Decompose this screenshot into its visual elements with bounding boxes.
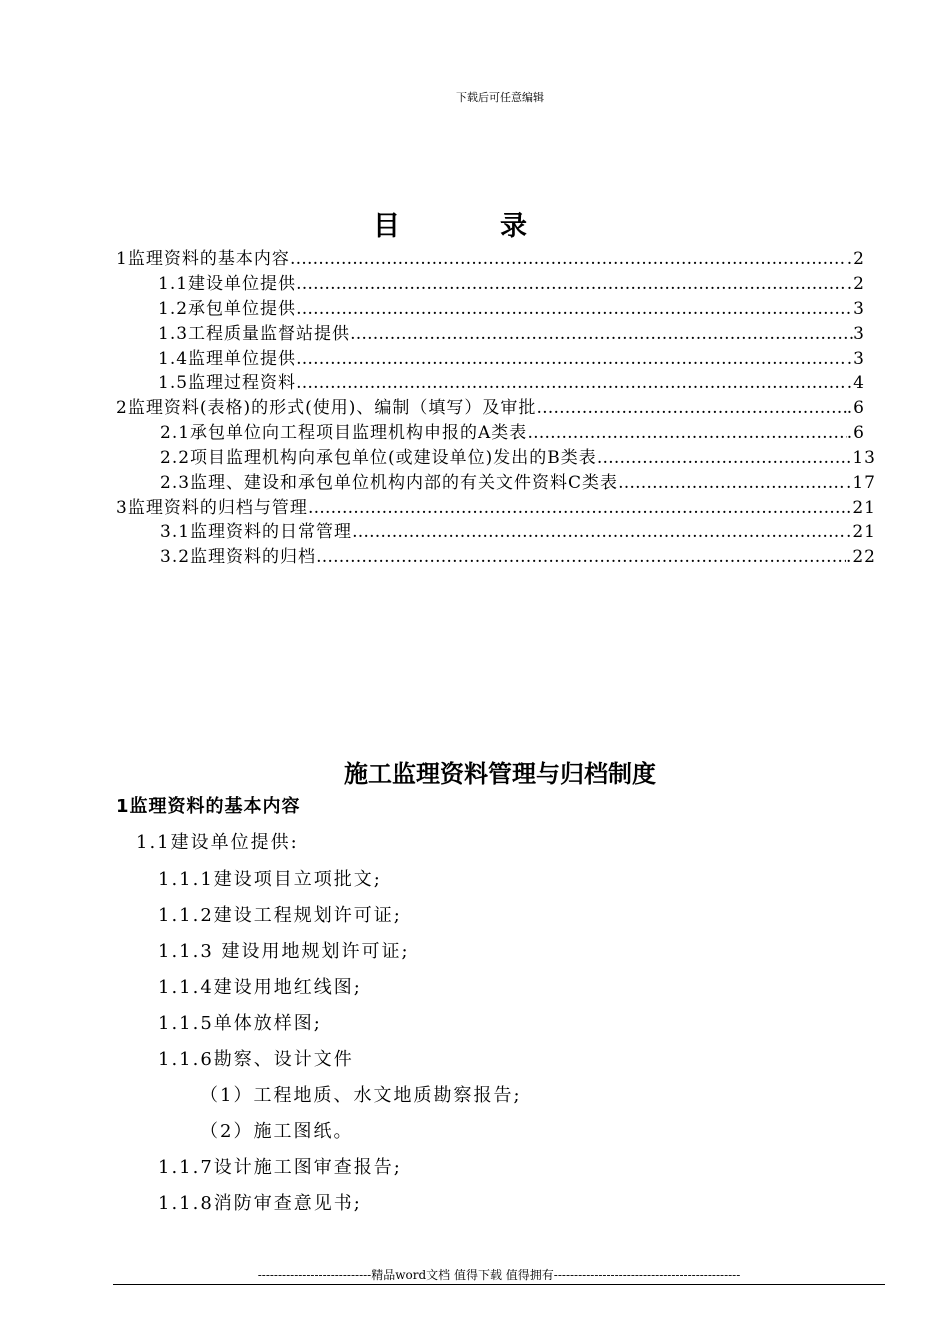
list-item: 1.1.6勘察、设计文件 (158, 1049, 354, 1070)
toc-entry[interactable] (158, 347, 865, 371)
toc-entry-page: .4 (846, 373, 865, 393)
toc-entry-page: 3 (853, 299, 865, 319)
toc-entry-text: 2.2项目监理机构向承包单位(或建设单位)发出的B类表 (160, 448, 597, 468)
toc-entry[interactable] (116, 496, 876, 520)
toc-entry-page: .3 (846, 349, 865, 369)
toc-entry-text: 1.4监理单位提供 (158, 349, 297, 369)
footer-text: ----------------------------精品word文档 值得下载 值得拥有---------------------------------------------- (257, 1268, 741, 1282)
toc-entry-page: .2 (846, 274, 865, 294)
toc-title: 目录 (373, 211, 627, 242)
toc-entry[interactable] (158, 371, 865, 395)
toc-leader-dots (296, 297, 853, 321)
section-heading: 1监理资料的基本内容 (116, 796, 301, 817)
list-item: 1.1.3 建设用地规划许可证; (158, 941, 410, 962)
list-item: 1.1.4建设用地红线图; (158, 977, 362, 998)
toc-leader-dots (352, 520, 846, 544)
toc-entry-text: 1.3工程质量监督站提供 (158, 324, 351, 344)
toc-entry-text: 3监理资料的归档与管理 (116, 498, 308, 518)
toc-leader-dots (296, 371, 847, 395)
toc-entry-text: 3.2监理资料的归档 (160, 547, 317, 567)
toc-entry-page: .6 (846, 423, 865, 443)
toc-entry[interactable] (160, 421, 865, 445)
toc-entry[interactable] (160, 520, 876, 544)
toc-entry-text: 2监理资料(表格)的形式(使用)、编制（填写）及审批 (116, 398, 537, 418)
toc-entry-text: 1监理资料的基本内容 (116, 249, 290, 269)
toc-entry-page: .22 (845, 547, 876, 567)
toc-entry-text: 2.3监理、建设和承包单位机构内部的有关文件资料C类表 (160, 473, 619, 493)
subsection-heading: 1.1建设单位提供: (136, 832, 299, 853)
list-item: 1.1.8消防审查意见书; (158, 1193, 362, 1214)
toc-entry-page: .17 (845, 473, 876, 493)
toc-entry[interactable] (158, 272, 865, 296)
toc-leader-dots (527, 421, 846, 445)
list-item: 1.1.7设计施工图审查报告; (158, 1157, 402, 1178)
toc-leader-dots (308, 496, 846, 520)
toc-entry-page: .2 (846, 249, 865, 269)
toc-entry-text: 2.1承包单位向工程项目监理机构申报的A类表 (160, 423, 528, 443)
toc-leader-dots (316, 545, 846, 569)
toc-entry-text: 1.1建设单位提供 (158, 274, 297, 294)
toc-leader-dots (296, 272, 847, 296)
toc-entry-page: 3 (853, 324, 865, 344)
toc-entry[interactable] (116, 247, 865, 271)
toc-leader-dots (296, 347, 847, 371)
list-item: 1.1.1建设项目立项批文; (158, 869, 382, 890)
footer-divider (113, 1284, 885, 1285)
toc-entry-page: .6 (846, 398, 865, 418)
toc-entry[interactable] (116, 396, 865, 420)
toc-leader-dots (350, 322, 853, 346)
toc-entry[interactable] (160, 471, 876, 495)
list-item: （2）施工图纸。 (200, 1121, 354, 1142)
toc-leader-dots (597, 446, 846, 470)
toc-entry-page: .13 (845, 448, 876, 468)
toc-entry-page: .21 (845, 522, 876, 542)
toc-entry-page: .21 (845, 498, 876, 518)
toc-entry[interactable] (158, 297, 865, 321)
toc-leader-dots (618, 471, 846, 495)
toc-entry[interactable] (160, 446, 876, 470)
toc-entry[interactable] (158, 322, 865, 346)
header-note: 下载后可任意编辑 (456, 91, 544, 104)
document-title: 施工监理资料管理与归档制度 (344, 760, 656, 788)
toc-entry-text: 3.1监理资料的日常管理 (160, 522, 353, 542)
toc-leader-dots (290, 247, 847, 271)
toc-leader-dots (536, 396, 846, 420)
list-item: 1.1.2建设工程规划许可证; (158, 905, 402, 926)
toc-entry-text: 1.5监理过程资料 (158, 373, 297, 393)
list-item: 1.1.5单体放样图; (158, 1013, 322, 1034)
toc-entry-text: 1.2承包单位提供 (158, 299, 297, 319)
list-item: （1）工程地质、水文地质勘察报告; (200, 1085, 522, 1106)
toc-entry[interactable] (160, 545, 876, 569)
